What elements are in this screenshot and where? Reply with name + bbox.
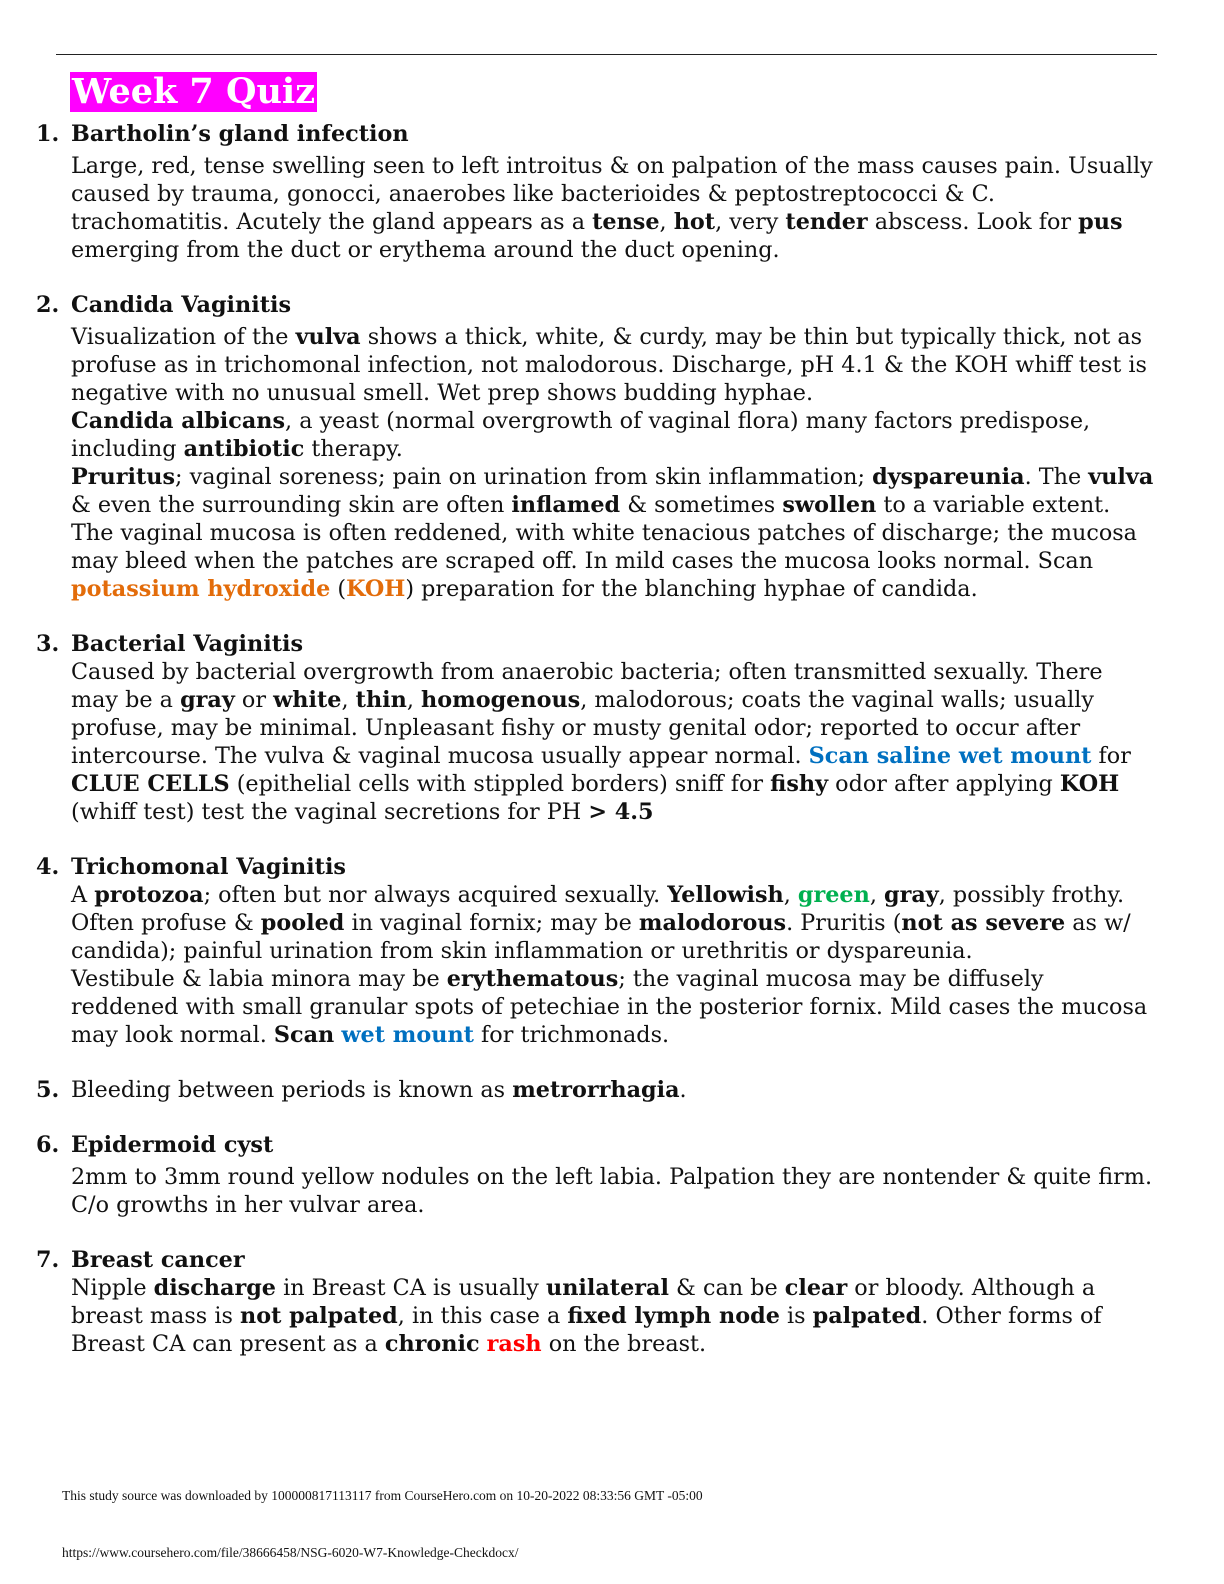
item-number: 5. bbox=[36, 1077, 60, 1103]
item-body: Bleeding between periods is known as metrorrhagia. bbox=[71, 1077, 687, 1103]
item-number: 1. bbox=[36, 121, 60, 147]
item-number: 7. bbox=[36, 1247, 60, 1273]
item-body: Nipple discharge in Breast CA is usually unilateral & can be clear or bloody. Although a breast mass is not palpated, in this case a fixed lymph node is palpated. Other forms of Breast CA can present as a chronic rash on the breast. bbox=[71, 1275, 1102, 1357]
item-body: Caused by bacterial overgrowth from anaerobic bacteria; often transmitted sexually. There may be a gray or white, thin, homogenous, malodorous; coats the vaginal walls; usually profuse, may be minimal. Unpleasant fishy or musty genital odor; reported to occur after intercourse. The vulva & vaginal mucosa usually appear normal. Scan saline wet mount for CLUE CELLS (epithelial cells with stippled borders) sniff for fishy odor after applying KOH (whiff test) test the vaginal secretions for PH > 4.5 bbox=[71, 659, 1131, 825]
quiz-item bbox=[36, 291, 1156, 603]
item-heading: Bacterial Vaginitis bbox=[71, 631, 304, 657]
item-heading: Breast cancer bbox=[71, 1247, 245, 1273]
item-number: 4. bbox=[36, 854, 60, 880]
item-body: A protozoa; often but nor always acquired sexually. Yellowish, green, gray, possibly frothy. Often profuse & pooled in vaginal fornix; may be malodorous. Pruritis (not as severe as w/ candida); painful urination from skin inflammation or urethritis or dyspareunia. Vestibule & labia minora may be erythematous; the vaginal mucosa may be diffusely reddened with small granular spots of petechiae in the posterior fornix. Mild cases the mucosa may look normal. Scan wet mount for trichmonads. bbox=[71, 882, 1148, 1048]
quiz-item bbox=[36, 120, 1156, 264]
quiz-item bbox=[36, 1131, 1156, 1219]
page-title: Week 7 Quiz bbox=[72, 71, 316, 112]
quiz-item bbox=[36, 853, 1156, 1049]
item-heading: Candida Vaginitis bbox=[71, 292, 292, 318]
source-url[interactable]: https://www.coursehero.com/file/38666458/NSG-6020-W7-Knowledge-Checkdocx/ bbox=[62, 1545, 519, 1560]
item-number: 6. bbox=[36, 1132, 60, 1158]
quiz-item bbox=[36, 1246, 1156, 1358]
item-number: 3. bbox=[36, 631, 60, 657]
item-heading: Trichomonal Vaginitis bbox=[71, 854, 346, 880]
item-heading: Bartholin’s gland infection bbox=[71, 121, 409, 147]
quiz-item bbox=[36, 630, 1156, 826]
item-body: Visualization of the vulva shows a thick, white, & curdy, may be thin but typically thick, not as profuse as in trichomonal infection, not malodorous. Discharge, pH 4.1 & the KOH whiff test is negative with no unusual smell. Wet prep shows budding hyphae. Candida albicans, a yeast (normal overgrowth of vaginal flora) many factors predispose, including antibiotic therapy. Pruritus; vaginal soreness; pain on urination from skin inflammation; dyspareunia. The vulva & even the surrounding skin are often inflamed & sometimes swollen to a variable extent. The vaginal mucosa is often reddened, with white tenacious patches of discharge; the mucosa may bleed when the patches are scraped off. In mild cases the mucosa looks normal. Scan potassium hydroxide (KOH) preparation for the blanching hyphae of candida. bbox=[71, 324, 1154, 602]
download-note: This study source was downloaded by 100000817113117 from CourseHero.com on 10-20-2022 08:33:56 GMT -05:00 bbox=[62, 1488, 703, 1503]
item-heading: Epidermoid cyst bbox=[71, 1132, 274, 1158]
quiz-list bbox=[36, 120, 1156, 1358]
item-body: 2mm to 3mm round yellow nodules on the left labia. Palpation they are nontender & quite firm. C/o growths in her vulvar area. bbox=[71, 1164, 1153, 1218]
quiz-item bbox=[36, 1076, 1156, 1104]
top-rule bbox=[56, 54, 1157, 55]
item-body: Large, red, tense swelling seen to left introitus & on palpation of the mass causes pain. Usually caused by trauma, gonocci, anaerobes like bacterioides & peptostreptococci & C. trachomatitis. Acutely the gland appears as a tense, hot, very tender abscess. Look for pus emerging from the duct or erythema around the duct opening. bbox=[71, 153, 1153, 263]
item-number: 2. bbox=[36, 292, 60, 318]
